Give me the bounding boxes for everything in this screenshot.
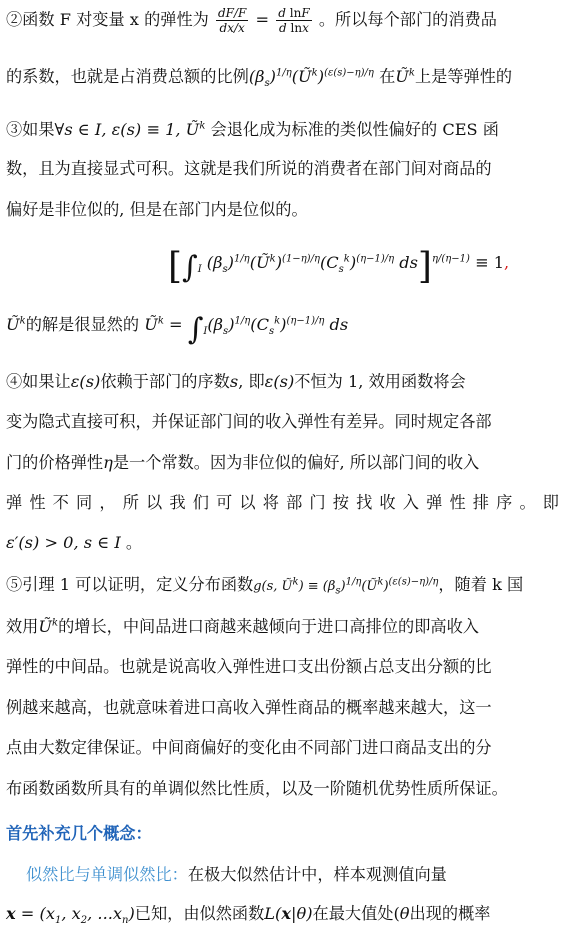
section-heading: 首先补充几个概念： — [6, 824, 152, 843]
p4-line2: 变为隐式直接可积，并保证部门间的收入弹性有差异。同时规定各部 — [6, 412, 492, 431]
p4-line1: ④如果让ε(s)依赖于部门的序数s, 即ε(s)不恒为 1, 效用函数将会 — [6, 372, 466, 391]
p4-line3: 门的价格弹性η是一个常数。因为非位似的偏好, 所以部门间的收入 — [6, 453, 480, 472]
p5-line4: 例越来越高，也就意味着进口高收入弹性商品的概率越来越大，这一 — [6, 698, 492, 717]
equation-constraint: [$\int_I$ $(\beta_s)^{1/\eta}(Ũ^k)^{(1-\eta)/\eta}(C_s^k)^{(\eta-1)/\eta}$ ds]$^{\eta/(\eta-1)}$ ≡ 1, — [168, 246, 510, 287]
term-likelihood-ratio: 似然比与单调似然比： — [26, 865, 188, 884]
dlog-fraction: $\frac{\text{d lnF}}{\text{d lnx}}$ — [278, 6, 310, 35]
p6-line2: $x = (x_1$, $x_2$, $...x_n$)已知，由似然函数L(x|θ)在最大值处(θ出现的概率 — [6, 904, 491, 927]
p5-line5: 点由大数定律保证。中间商偏好的变化由不同部门进口商品支出的分 — [6, 738, 492, 757]
p5-line6: 布函数函数所具有的单调似然比性质，以及一阶随机优势性质所保证。 — [6, 779, 508, 798]
p6-line1: 似然比与单调似然比：在极大似然估计中，样本观测值向量 — [26, 865, 447, 884]
p5-line3: 弹性的中间品。也就是说高收入弹性进口支出份额占总支出分额的比 — [6, 657, 492, 676]
p2-line2: 的系数，也就是占消费总额的比例$(\beta_s)^{1/\eta}(Ũ^k)^{(\varepsilon(s)-\eta)/\eta}$ 在$Ũ^k$上是等弹性的 — [6, 67, 513, 90]
elasticity-fraction: $\frac{dF/F}{dx/x}$ — [217, 6, 247, 35]
p3-line2: 数，且为直接显式可积。这就是我们所说的消费者在部门间对商品的 — [6, 159, 492, 178]
p4-line5: ε′(s) > 0, s ∈ I 。 — [6, 533, 143, 552]
p4-line4: 弹性不同，所以我们可以将部门按找收入弹性排序。即 — [6, 493, 559, 512]
p5-line2: 效用$Ũ^k$的增长，中间品进口商越来越倾向于进口高排位的即高收入 — [6, 617, 479, 636]
p2-line1: ②函数 F 对变量 x 的弹性为 $\frac{dF/F}{dx/x}$ = $\frac{\text{d lnF}}{\text{d lnx}}$ 。所以每个部门的消费品 — [6, 6, 497, 35]
p5-line1: ⑤引理 1 可以证明，定义分布函数g(s, $Ũ^k$) ≡ $(\beta_s)^{1/\eta}(Ũ^k)^{(\varepsilon(s)-\eta)/\eta}$，随着 k 国 — [6, 575, 524, 597]
p3-line1: ③如果∀s ∈ I, ε(s) ≡ 1, $Ũ^k$ 会退化成为标准的类似性偏好的 CES 函 — [6, 120, 499, 139]
share-expression: $(\beta_s)^{1/\eta}(Ũ^k)^{(\varepsilon(s)-\eta)/\eta}$ — [248, 67, 374, 90]
p3-line3: 偏好是非位似的, 但是在部门内是位似的。 — [6, 200, 308, 219]
p3-solution: $Ũ^k$的解是很显然的 $Ũ^k = \int_I(\beta_s)^{1/\eta}(C_s^k)^{(\eta-1)/\eta}$ ds — [6, 312, 349, 347]
